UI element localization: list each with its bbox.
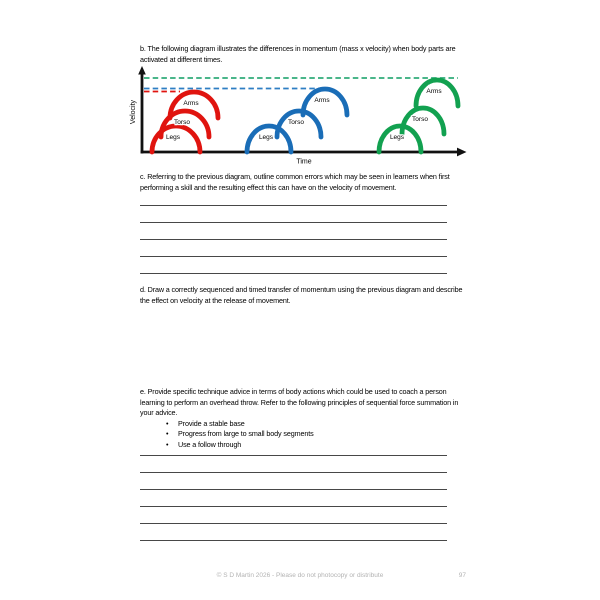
blue-group-sequential-label-legs: Legs [258, 134, 274, 141]
bullet-text: Provide a stable base [178, 418, 245, 428]
answer-lines-c [140, 205, 447, 290]
question-e-block [140, 387, 472, 450]
bullet-item [166, 440, 472, 451]
question-c-text: c. Referring to the previous diagram, outline common errors which may be seen in learners when first performing a skill and the resulting effect this can have on the velocity of movement. [140, 172, 450, 192]
page-number: 97 [458, 572, 466, 579]
question-b-text: b. The following diagram illustrates the differences in momentum (mass x velocity) when body parts are activated at different times. [140, 44, 456, 64]
y-axis-arrow-icon [138, 66, 146, 75]
x-axis-arrow-icon [457, 148, 467, 157]
blue-group-sequential-label-arms: Arms [314, 97, 330, 104]
answer-line [140, 273, 447, 274]
bullet-icon: • [166, 439, 169, 449]
answer-line [140, 540, 447, 541]
green-group-sequential-timed-label-torso: Torso [412, 116, 428, 123]
momentum-diagram-svg [128, 66, 472, 168]
green-group-sequential-timed-label-legs: Legs [389, 134, 405, 141]
answer-line [140, 222, 447, 223]
answer-line [140, 506, 447, 507]
blue-group-sequential-label-torso: Torso [288, 119, 304, 126]
answer-line [140, 239, 447, 240]
answer-line [140, 205, 447, 206]
answer-line [140, 256, 447, 257]
bullet-text: Use a follow through [178, 439, 242, 449]
red-group-simultaneous-label-arms: Arms [183, 100, 199, 107]
bullet-item [166, 419, 472, 430]
answer-line [140, 472, 447, 473]
answer-line [140, 455, 447, 456]
footer-copyright: © S D Martin 2026 - Please do not photocopy or distribute [216, 572, 384, 579]
y-axis-label: Velocity [130, 99, 137, 125]
bullet-text: Progress from large to small body segments [178, 429, 314, 439]
x-axis-label: Time [296, 158, 312, 166]
green-group-sequential-timed-label-arms: Arms [426, 88, 442, 95]
question-e-text: e. Provide specific technique advice in terms of body actions which could be used to coach a person learning to perform an overhead throw. Refer to the following principles of sequential force summation in your advice. [140, 387, 459, 417]
bullet-icon: • [166, 418, 169, 428]
red-group-simultaneous-label-legs: Legs [165, 134, 181, 141]
bullet-item [166, 429, 472, 440]
question-e-bullet-list [140, 419, 472, 451]
red-group-simultaneous-label-torso: Torso [174, 119, 190, 126]
dashed-lines-layer [144, 78, 458, 92]
answer-lines-e [140, 455, 447, 557]
answer-line [140, 523, 447, 524]
momentum-diagram [128, 66, 472, 168]
question-d-text: d. Draw a correctly sequenced and timed transfer of momentum using the previous diagram and describe the effect on velocity at the release of movement. [140, 285, 463, 305]
answer-line [140, 489, 447, 490]
bullet-icon: • [166, 429, 169, 439]
